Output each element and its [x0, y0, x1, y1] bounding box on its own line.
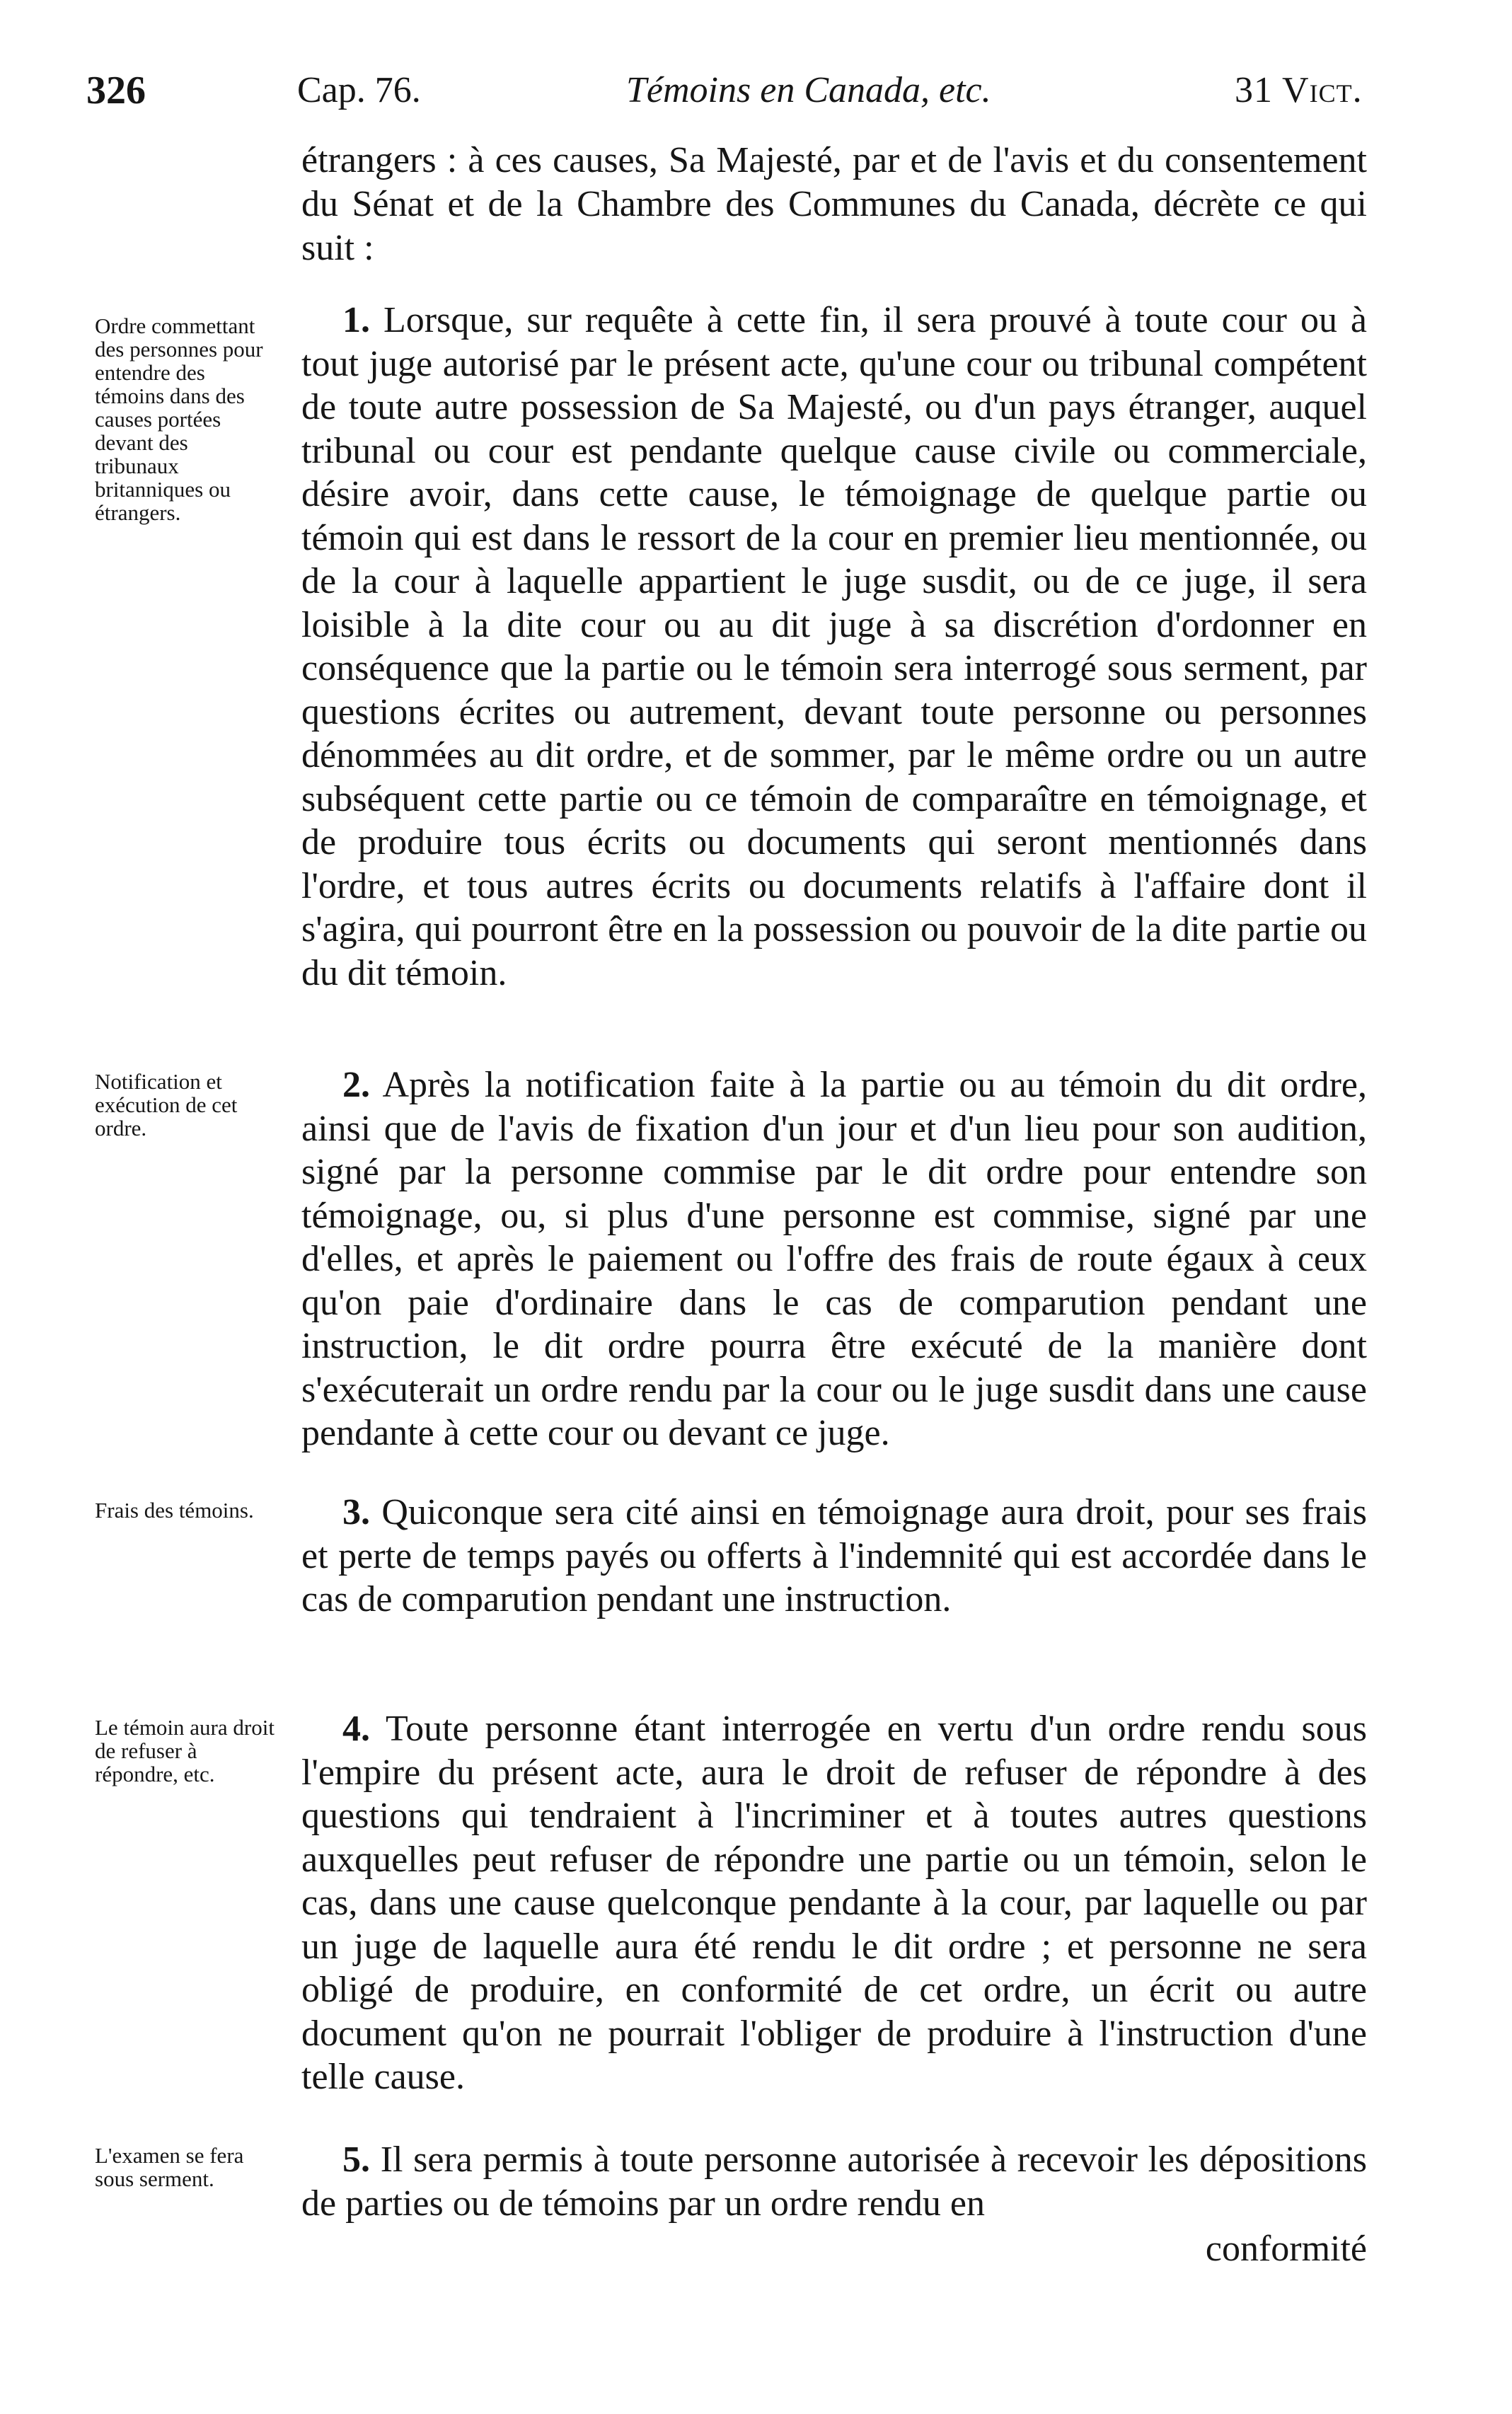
section-text: Quiconque sera cité ainsi en témoignage aura droit, pour ses frais et perte de temps payés ou offerts à l'indemnité qui est accordée dans le cas de comparution pendant une instruction. [301, 1492, 1367, 1619]
section-number: 2. [342, 1065, 370, 1105]
chapter-label: Cap. 76. [297, 70, 421, 110]
section-number: 1. [342, 300, 370, 340]
margin-note-3: Frais des témoins. [95, 1498, 254, 1523]
margin-note-4: Le témoin aura droit de refuser à répondre, etc. [95, 1715, 275, 1786]
year-label: 31 Vict. [1235, 70, 1363, 110]
section-number: 4. [342, 1709, 370, 1749]
margin-note-5: L'examen se fera sous serment. [95, 2143, 244, 2191]
section-number: 5. [342, 2139, 370, 2180]
section-number: 3. [342, 1492, 370, 1532]
intro-paragraph: étrangers : à ces causes, Sa Majesté, par et de l'avis et du consentement du Sénat et de la Chambre des Communes du Canada, décrète ce qui suit : [301, 140, 1367, 268]
section-2 [301, 1063, 1367, 1455]
running-header [0, 62, 1512, 119]
catchword: conformité [1205, 2229, 1367, 2269]
running-title: Témoins en Canada, etc. [626, 70, 991, 110]
margin-note-1: Ordre commettant des personnes pour entendre des témoins dans des causes portées devant des tribunaux britanniques ou étrangers. [95, 313, 263, 525]
section-3 [301, 1491, 1367, 1622]
page-number: 326 [86, 69, 146, 112]
section-text: Après la notification faite à la partie ou au témoin du dit ordre, ainsi que de l'avis de fixation d'un jour et d'un lieu pour son audition, signé par la personne commise par le dit ordre pour entendre son témoignage, ou, si plus d'une personne est commise, signé par une d'elles, et après le paiement ou l'offre des frais de route égaux à ceux qu'on paie d'ordinaire dans le cas de comparution pendant une instruction, le dit ordre pourra être exécuté de la manière dont s'exécuterait un ordre rendu par la cour ou le juge susdit dans une cause pendante à cette cour ou devant ce juge. [301, 1065, 1367, 1453]
section-4 [301, 1707, 1367, 2099]
section-5 [301, 2138, 1367, 2225]
section-text: Il sera permis à toute personne autorisée à recevoir les dépositions de parties ou de témoins par un ordre rendu en [301, 2139, 1367, 2224]
section-text: Lorsque, sur requête à cette fin, il sera prouvé à toute cour ou à tout juge autorisé par le présent acte, qu'une cour ou tribunal compétent de toute autre possession de Sa Majesté, ou d'un pays étranger, auquel tribunal ou cour est pendante quelque cause civile ou commerciale, désire avoir, dans cette cause, le témoignage de quelque partie ou témoin qui est dans le ressort de la cour en premier lieu mentionnée, ou de la cour à laquelle appartient le juge susdit, ou de ce juge, il sera loisible à la dite cour ou au dit juge à sa discrétion d'ordonner en conséquence que la partie ou le témoin sera interrogé sous serment, par questions écrites ou autrement, devant toute personne ou personnes dénommées au dit ordre, et de sommer, par le même ordre ou un autre subséquent cette partie ou ce témoin de comparaître en témoignage, et de produire tous écrits ou documents qui seront mentionnés dans l'ordre, et tous autres écrits ou documents relatifs à l'affaire dont il s'agira, qui pourront être en la possession ou pouvoir de la dite partie ou du dit témoin. [301, 300, 1368, 993]
section-text: Toute personne étant interrogée en vertu d'un ordre rendu sous l'empire du présent acte, aura le droit de refuser de répondre à des questions qui tendraient à l'incriminer et à toutes autres questions auxquelles peut refuser de répondre une partie ou un témoin, selon le cas, dans une cause quelconque pendante à la cour, par laquelle ou par un juge de laquelle aura été rendu le dit ordre ; et personne ne sera obligé de produire, en conformité de cet ordre, un écrit ou autre document qu'on ne pourrait l'obliger de produire à l'instruction d'une telle cause. [301, 1709, 1367, 2097]
margin-note-2: Notification et exécution de cet ordre. [95, 1069, 238, 1140]
section-1 [301, 299, 1367, 995]
